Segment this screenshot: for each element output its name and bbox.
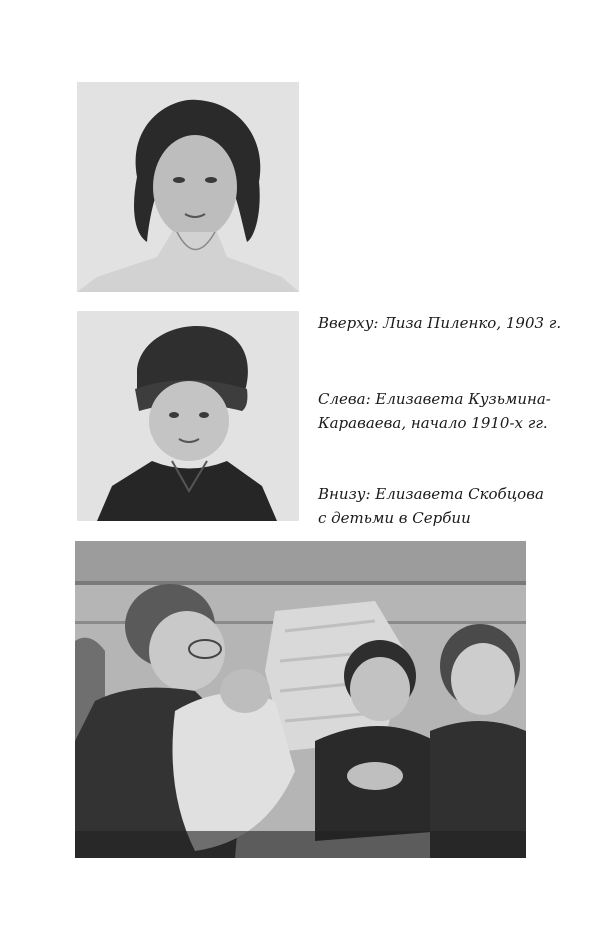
caption-top-group — [318, 311, 562, 335]
caption-left-group — [318, 387, 558, 435]
photo-portrait-woman-hat — [77, 311, 299, 521]
photo-mother-with-children — [75, 541, 526, 858]
portrait-young-girl-image — [77, 82, 299, 292]
portrait-woman-hat-image — [77, 311, 299, 521]
caption-left-line-2: Караваева, начало 1910-х гг. — [318, 414, 548, 432]
caption-left-line-1: Слева: Елизавета Кузьмина- — [318, 390, 551, 408]
caption-bottom-line-1: Внизу: Елизавета Скобцова — [318, 485, 544, 503]
caption-bottom-line-2: с детьми в Сербии — [318, 509, 471, 527]
caption-top: Вверху: Лиза Пиленко, 1903 г. — [318, 314, 562, 332]
caption-bottom-group — [318, 482, 558, 530]
mother-with-children-image — [75, 541, 526, 858]
photo-portrait-young-girl — [77, 82, 299, 292]
